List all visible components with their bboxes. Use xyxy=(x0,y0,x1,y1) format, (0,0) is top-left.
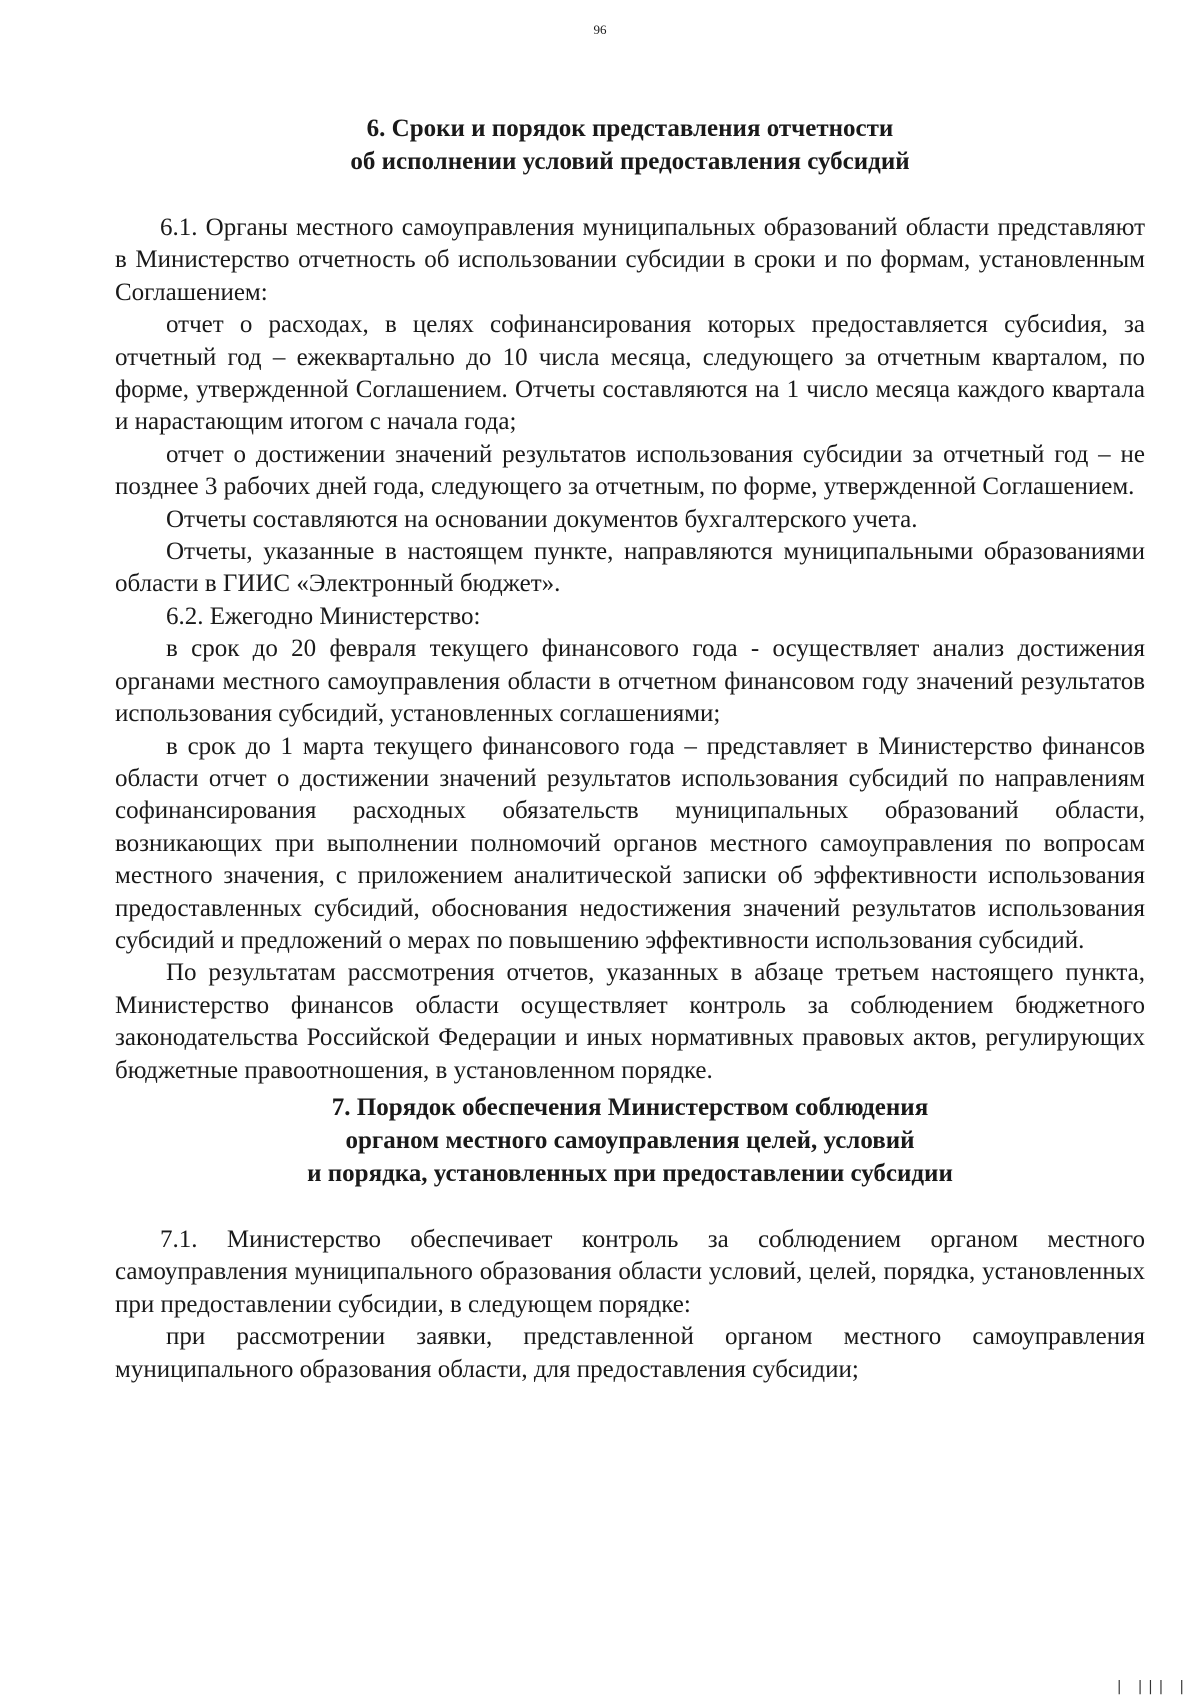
page-number: 96 xyxy=(593,22,607,37)
paragraph-giis-submission: Отчеты, указанные в настоящем пункте, направляются муниципальными образованиями области в ГИИС «Электронный бюджет». xyxy=(115,538,1145,598)
paragraph-results-report: отчет о достижении значений результатов использования субсидии за отчетный год – не позднее 3 рабочих дней года, следующего за отчетным, по форме, утвержденной Соглашением. xyxy=(115,440,1145,501)
section-6-heading xyxy=(115,112,1145,178)
paragraph-7-1: 7.1. Министерство обеспечивает контроль за соблюдением органом местного самоуправления муниципального образования области условий, целей, порядка, установленных при предоставлении субсидии, в следующем порядке: xyxy=(115,1225,1145,1318)
section-7-heading-line-3: и порядка, установленных при предоставлении субсидии xyxy=(307,1159,953,1187)
paragraph-expense-report: отчет о расходах, в целях софинансирования которых предоставляется субсиdия, за отчетный год – ежеквартально до 10 числа месяца, следующего за отчетным кварталом, по форме, утвержденной Соглашением. Отчеты составляются на 1 число месяца каждого квартала и нарастающим итогом с начала года; xyxy=(115,311,1145,436)
paragraph-6-2: 6.2. Ежегодно Министерство: xyxy=(166,602,481,630)
scan-marks: | ||| | xyxy=(1114,1679,1188,1695)
section-7-heading xyxy=(115,1091,1145,1190)
paragraph-accounting-basis: Отчеты составляются на основании документов бухгалтерского учета. xyxy=(166,505,918,533)
paragraph-february-analysis: в срок до 20 февраля текущего финансового года - осуществляет анализ достижения органами местного самоуправления области в отчетном финансовом году значений результатов использования субсидий, установленных соглашениями; xyxy=(115,635,1145,728)
paragraph-6-1: 6.1. Органы местного самоуправления муниципальных образований области представляют в Министерство отчетность об использовании субсидии в сроки и по формам, установленным Соглашением: xyxy=(115,214,1145,306)
section-6-heading-line-1: 6. Сроки и порядок представления отчетности xyxy=(366,115,894,142)
section-7-heading-line-2: органом местного самоуправления целей, условий xyxy=(345,1126,915,1154)
document-body xyxy=(115,112,1145,1386)
paragraph-march-report: в срок до 1 марта текущего финансового года – представляет в Министерство финансов области отчет о достижении значений результатов использования субсидий по направлениям софинансирования расходных обязательств муниципальных образований области, возникающих при выполнении полномочий органов местного самоуправления по вопросам местного значения, с приложением аналитической записки об эффективности использования предоставленных субсидий, обоснования недостижения значений результатов использования субсидий и предложений о мерах по повышению эффективности использования субсидий. xyxy=(115,732,1145,954)
paragraph-control: По результатам рассмотрения отчетов, указанных в абзаце третьем настоящего пункта, Министерство финансов области осуществляет контроль за соблюдением бюджетного законодательства Российской Федерации и иных нормативных правовых актов, регулирующих бюджетные правоотношения, в установленном порядке. xyxy=(115,959,1145,1084)
paragraph-application-review: при рассмотрении заявки, представленной органом местного самоуправления муниципального образования области, для предоставления субсидии; xyxy=(115,1323,1145,1383)
section-7-heading-line-1: 7. Порядок обеспечения Министерством соблюдения xyxy=(331,1093,929,1121)
section-6-heading-line-2: об исполнении условий предоставления субсидий xyxy=(350,148,910,175)
